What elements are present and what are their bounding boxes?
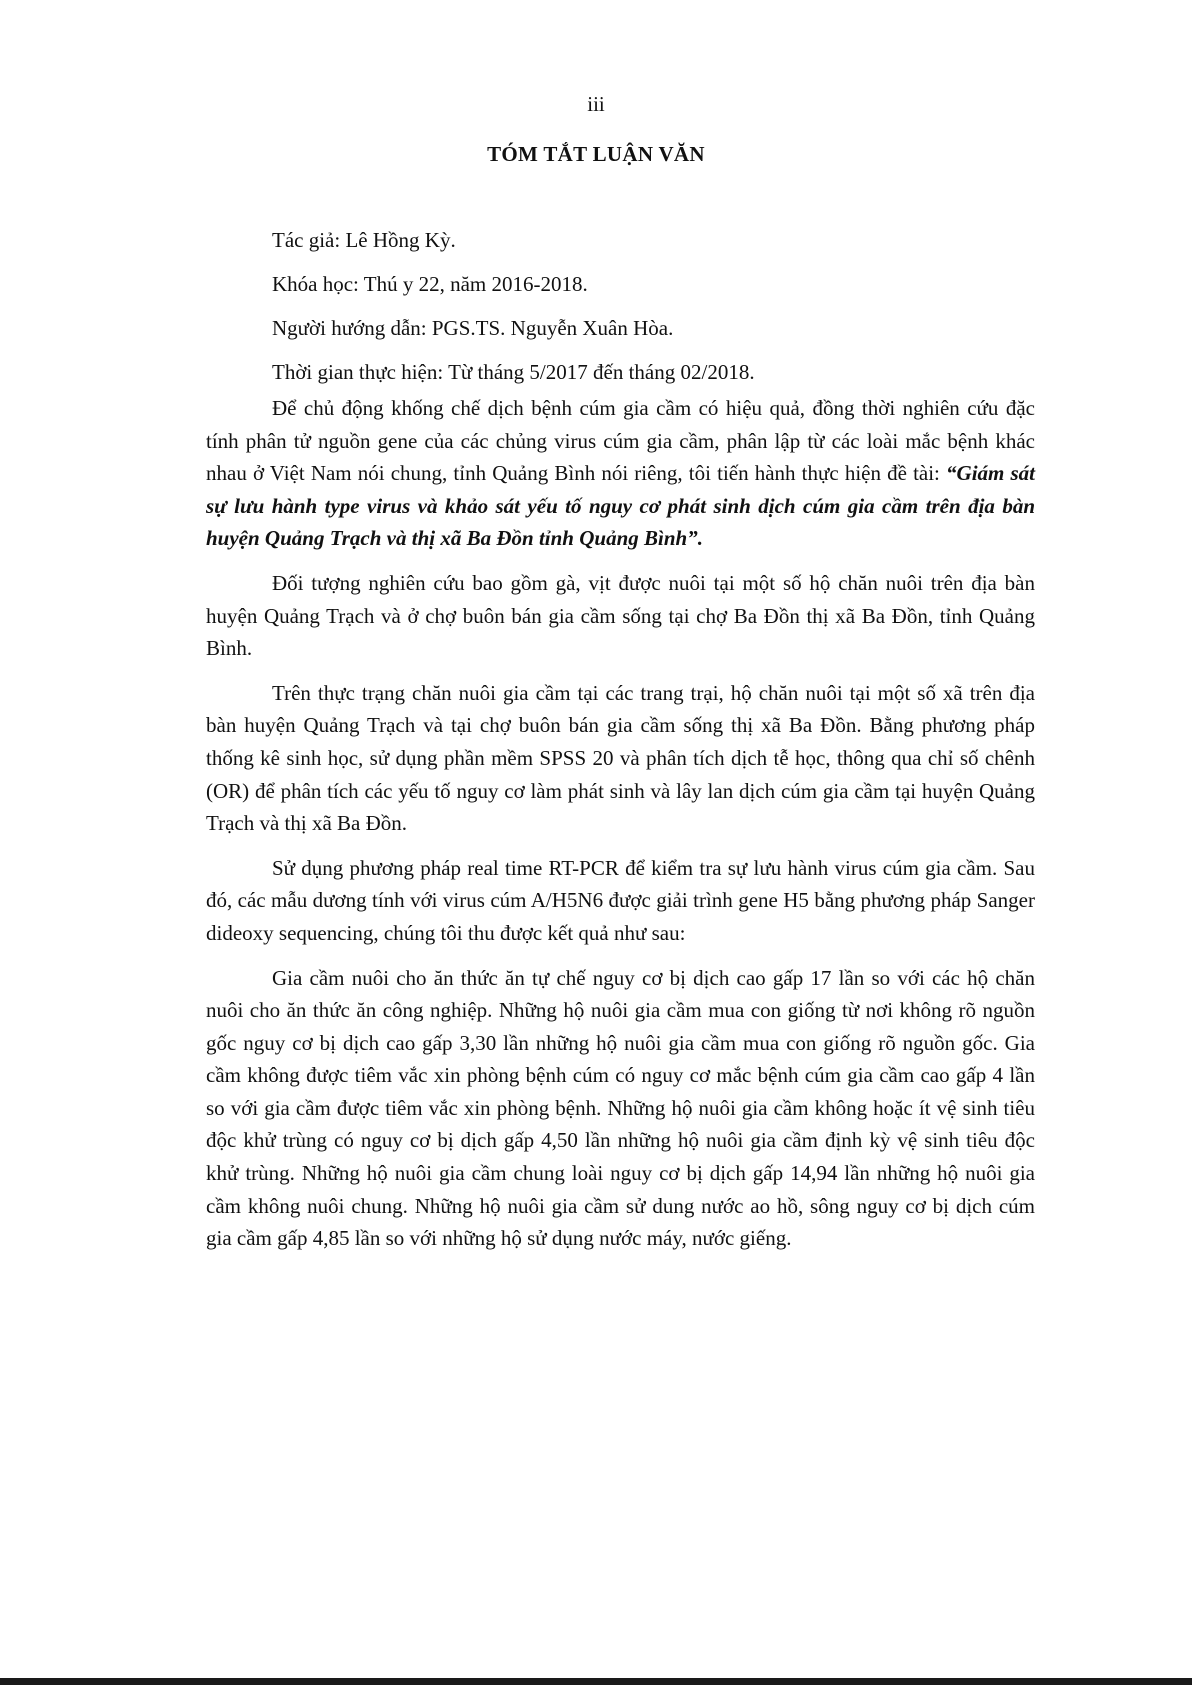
summary-body	[206, 392, 1035, 1267]
page-title: TÓM TẮT LUẬN VĂN	[487, 142, 705, 166]
period-line: Thời gian thực hiện: Từ tháng 5/2017 đến tháng 02/2018.	[272, 360, 755, 384]
bottom-edge-bar	[0, 1678, 1192, 1685]
research-topic: “Giám sát sự lưu hành type virus và khảo sát yếu tố nguy cơ phát sinh dịch cúm gia cầm trên địa bàn huyện Quảng Trạch và thị xã Ba Đồn tỉnh Quảng Bình”.	[206, 461, 1036, 551]
page-number: iii	[587, 92, 605, 116]
author-line: Tác giả: Lê Hồng Kỳ.	[272, 228, 456, 252]
paragraph-lab-methods: Sử dụng phương pháp real time RT-PCR để kiểm tra sự lưu hành virus cúm gia cầm. Sau đó, các mẫu dương tính với virus cúm A/H5N6 được giải trình gene H5 bằng phương pháp Sanger dideoxy sequencing, chúng tôi thu được kết quả như sau:	[206, 855, 1035, 945]
paragraph-introduction	[206, 392, 1035, 555]
course-line: Khóa học: Thú y 22, năm 2016-2018.	[272, 272, 588, 296]
thesis-metadata	[272, 218, 1052, 394]
intro-text: Để chủ động khống chế dịch bệnh cúm gia cầm có hiệu quả, đồng thời nghiên cứu đặc tính phân tử nguồn gene của các chủng virus cúm gia cầm, phân lập từ các loài mắc bệnh khác nhau ở Việt Nam nói chung, tỉnh Quảng Bình nói riêng, tôi tiến hành thực hiện đề tài:	[206, 396, 1035, 486]
paragraph-subjects: Đối tượng nghiên cứu bao gồm gà, vịt được nuôi tại một số hộ chăn nuôi trên địa bàn huyện Quảng Trạch và ở chợ buôn bán gia cầm sống tại chợ Ba Đồn thị xã Ba Đồn, tỉnh Quảng Bình.	[206, 570, 1035, 661]
advisor-line: Người hướng dẫn: PGS.TS. Nguyễn Xuân Hòa.	[272, 316, 674, 340]
paragraph-results: Gia cầm nuôi cho ăn thức ăn tự chế nguy cơ bị dịch cao gấp 17 lần so với các hộ chăn nuôi cho ăn thức ăn công nghiệp. Những hộ nuôi gia cầm mua con giống từ nơi không rõ nguồn gốc nguy cơ bị dịch cao gấp 3,30 lần những hộ nuôi gia cầm mua con giống rõ nguồn gốc. Gia cầm không được tiêm vắc xin phòng bệnh cúm có nguy cơ mắc bệnh cúm gia cầm cao gấp 4 lần so với gia cầm được tiêm vắc xin phòng bệnh. Những hộ nuôi gia cầm không hoặc ít vệ sinh tiêu độc khử trùng có nguy cơ bị dịch gấp 4,50 lần những hộ nuôi gia cầm định kỳ vệ sinh tiêu độc khử trùng. Những hộ nuôi gia cầm chung loài nguy cơ bị dịch gấp 14,94 lần những hộ nuôi gia cầm không nuôi chung. Những hộ nuôi gia cầm sử dung nước ao hồ, sông nguy cơ bị dịch cúm gia cầm gấp 4,85 lần so với những hộ sử dụng nước máy, nước giếng.	[206, 965, 1035, 1251]
paragraph-methods: Trên thực trạng chăn nuôi gia cầm tại các trang trại, hộ chăn nuôi tại một số xã trên địa bàn huyện Quảng Trạch và tại chợ buôn bán gia cầm sống thị xã Ba Đồn. Bằng phương pháp thống kê sinh học, sử dụng phần mềm SPSS 20 và phân tích dịch tễ học, thông qua chỉ số chênh (OR) để phân tích các yếu tố nguy cơ làm phát sinh và lây lan dịch cúm gia cầm tại huyện Quảng Trạch và thị xã Ba Đồn.	[206, 680, 1035, 836]
